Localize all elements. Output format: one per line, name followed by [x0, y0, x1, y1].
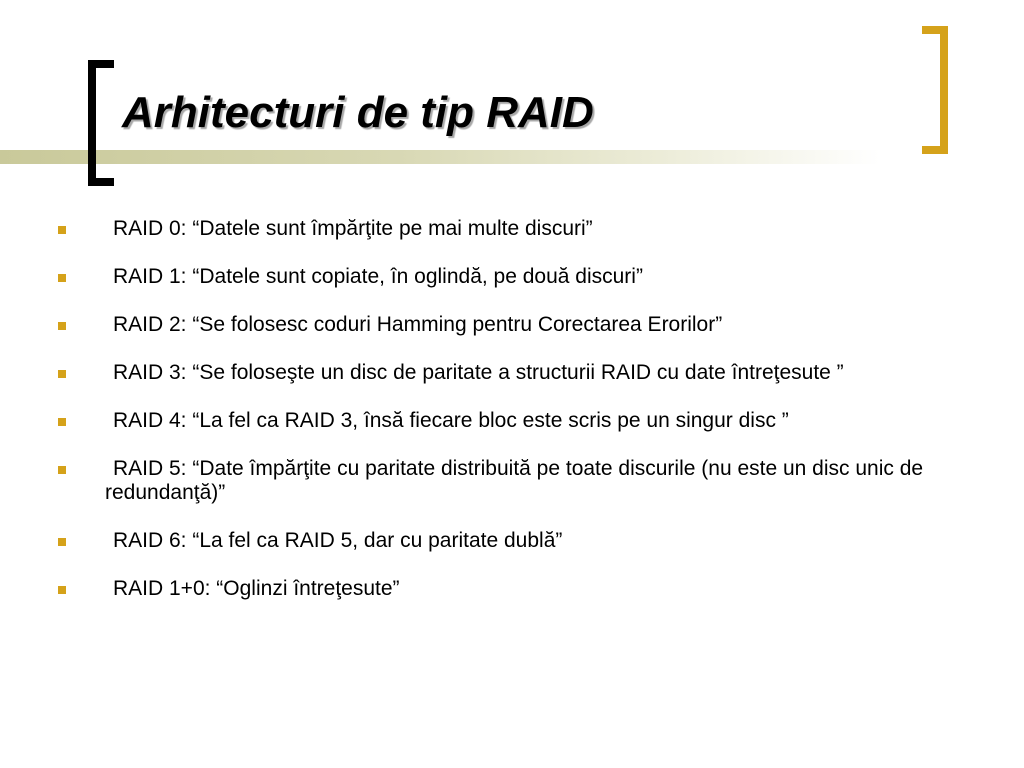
square-bullet-icon: [58, 274, 66, 282]
square-bullet-icon: [58, 538, 66, 546]
bullet-item-raid-3: [52, 361, 982, 385]
bullet-text: RAID 4: “La fel ca RAID 3, însă fiecare bloc este scris pe un singur disc ”: [113, 409, 789, 432]
bullet-text: RAID 6: “La fel ca RAID 5, dar cu paritate dublă”: [113, 529, 563, 552]
square-bullet-icon: [58, 226, 66, 234]
bullet-text: RAID 0: “Datele sunt împărţite pe mai multe discuri”: [113, 217, 593, 240]
square-bullet-icon: [58, 586, 66, 594]
slide-title: Arhitecturi de tip RAID: [122, 88, 594, 137]
bullet-list: [52, 217, 982, 625]
bullet-text: RAID 2: “Se folosesc coduri Hamming pentru Corectarea Erorilor”: [113, 313, 723, 336]
bullet-item-raid-4: [52, 409, 982, 433]
bullet-item-raid-5: [52, 457, 982, 505]
left-bracket-decoration: [88, 60, 114, 186]
bullet-text: RAID 5: “Date împărţite cu paritate distribuită pe toate discurile (nu este un disc unic de redundanţă)”: [105, 457, 924, 504]
bullet-item-raid-1-0: [52, 577, 982, 601]
bullet-item-raid-1: [52, 265, 982, 289]
square-bullet-icon: [58, 418, 66, 426]
title-decoration-band: [0, 150, 880, 164]
bullet-text: RAID 1: “Datele sunt copiate, în oglindă, pe două discuri”: [113, 265, 643, 288]
bullet-item-raid-0: [52, 217, 982, 241]
bullet-item-raid-6: [52, 529, 982, 553]
bullet-text: RAID 3: “Se foloseşte un disc de paritate a structurii RAID cu date întreţesute ”: [113, 361, 844, 384]
bullet-item-raid-2: [52, 313, 982, 337]
bullet-text: RAID 1+0: “Oglinzi întreţesute”: [113, 577, 400, 600]
square-bullet-icon: [58, 322, 66, 330]
right-bracket-decoration: [922, 26, 948, 154]
square-bullet-icon: [58, 466, 66, 474]
square-bullet-icon: [58, 370, 66, 378]
